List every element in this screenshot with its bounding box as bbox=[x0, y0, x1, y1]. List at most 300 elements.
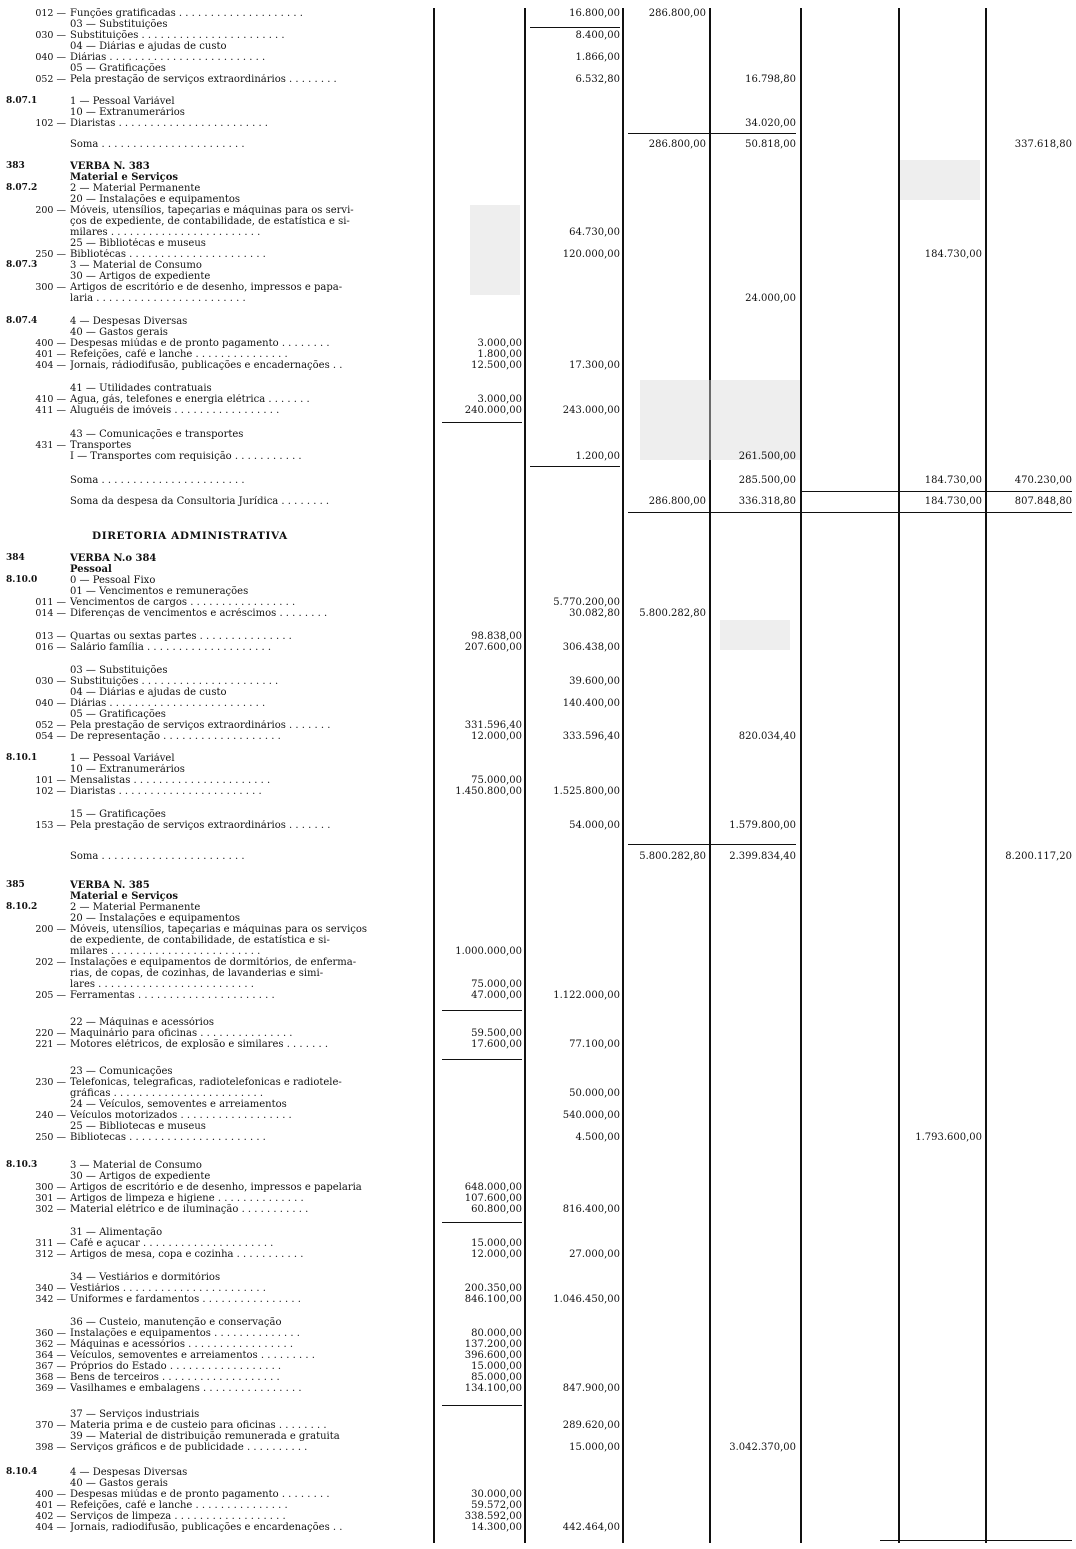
ledger-row bbox=[0, 496, 1076, 507]
item-description: Uniformes e fardamentos . . . . . . . . . . . . . . . . bbox=[70, 1294, 301, 1305]
ledger-row bbox=[0, 96, 1076, 107]
item-description: 05 — Gratificações bbox=[70, 63, 166, 74]
ledger-row bbox=[0, 41, 1076, 52]
amount-col-5: 1.793.600,00 bbox=[915, 1132, 982, 1143]
item-description: Material e Serviços bbox=[70, 172, 179, 183]
verba-reference: 8.10.0 bbox=[6, 575, 38, 585]
verba-reference: 383 bbox=[6, 161, 25, 171]
item-description: 40 — Gastos gerais bbox=[70, 327, 168, 338]
item-code: 014 — bbox=[35, 608, 66, 619]
ledger-row bbox=[0, 139, 1076, 150]
item-description: Artigos de escritório e de desenho, impressos e papa- bbox=[70, 282, 343, 293]
ledger-row bbox=[0, 1467, 1076, 1478]
amount-col-1: 1.000.000,00 bbox=[455, 946, 522, 957]
amount-col-2: 30.082,80 bbox=[569, 608, 620, 619]
ledger-row bbox=[0, 957, 1076, 968]
ledger-row bbox=[0, 608, 1076, 619]
item-description: Pela prestação de serviços extraordinários . . . . . . . bbox=[70, 720, 331, 731]
item-code: 312 — bbox=[35, 1249, 66, 1260]
item-description: laria . . . . . . . . . . . . . . . . . . . . . . . . bbox=[70, 293, 246, 304]
ledger-row bbox=[0, 216, 1076, 227]
item-description: Soma . . . . . . . . . . . . . . . . . . . . . . . bbox=[70, 475, 245, 486]
ledger-row bbox=[0, 1238, 1076, 1249]
item-description: Vasilhames e embalagens . . . . . . . . . . . . . . . . bbox=[70, 1383, 302, 1394]
item-description: Substituições . . . . . . . . . . . . . . . . . . . . . . bbox=[70, 676, 279, 687]
ledger-row bbox=[0, 1227, 1076, 1238]
ledger-row bbox=[0, 194, 1076, 205]
item-code: 011 — bbox=[35, 597, 66, 608]
item-description: 3 — Material de Consumo bbox=[70, 260, 202, 271]
amount-col-2: 442.464,00 bbox=[562, 1522, 620, 1533]
item-description: 10 — Extranumerários bbox=[70, 107, 185, 118]
item-description: Máquinas e acessórios . . . . . . . . . . . . . . . . . bbox=[70, 1339, 294, 1350]
item-description: 20 — Instalações e equipamentos bbox=[70, 913, 241, 924]
ledger-row bbox=[0, 820, 1076, 831]
amount-col-1: 12.000,00 bbox=[471, 731, 522, 742]
item-code: 400 — bbox=[35, 1489, 66, 1500]
subtotal-rule bbox=[628, 512, 1072, 513]
amount-col-1: 137.200,00 bbox=[464, 1339, 522, 1350]
amount-col-4: 1.579.800,00 bbox=[729, 820, 796, 831]
subtotal-rule bbox=[442, 1222, 522, 1223]
amount-col-4: 3.042.370,00 bbox=[729, 1442, 796, 1453]
item-code: 367 — bbox=[35, 1361, 66, 1372]
amount-col-5: 184.730,00 bbox=[924, 475, 982, 486]
item-description: Maquinário para oficinas . . . . . . . . . . . . . . . bbox=[70, 1028, 293, 1039]
amount-col-6: 337.618,80 bbox=[1014, 139, 1072, 150]
amount-col-2: 16.800,00 bbox=[569, 8, 620, 19]
amount-col-4: 261.500,00 bbox=[738, 451, 796, 462]
ledger-row bbox=[0, 720, 1076, 731]
item-description: 25 — Bibliotecas e museus bbox=[70, 1121, 206, 1132]
subtotal-rule bbox=[802, 491, 1072, 492]
ledger-row bbox=[0, 383, 1076, 394]
ledger-row bbox=[0, 1317, 1076, 1328]
amount-col-2: 54.000,00 bbox=[569, 820, 620, 831]
item-code: 205 — bbox=[35, 990, 66, 1001]
amount-col-5: 184.730,00 bbox=[924, 496, 982, 507]
amount-col-1: 240.000,00 bbox=[464, 405, 522, 416]
item-description: 1 — Pessoal Variável bbox=[70, 753, 175, 764]
ledger-row bbox=[0, 575, 1076, 586]
subtotal-rule bbox=[880, 1540, 1072, 1541]
item-code: 250 — bbox=[35, 1132, 66, 1143]
amount-col-1: 331.596,40 bbox=[464, 720, 522, 731]
amount-col-1: 1.450.800,00 bbox=[455, 786, 522, 797]
ledger-row bbox=[0, 205, 1076, 216]
item-description: gráficas . . . . . . . . . . . . . . . . . . . . . . . . bbox=[70, 1088, 264, 1099]
ledger-row bbox=[0, 161, 1076, 172]
item-description: Artigos de escritório e de desenho, impressos e papelaria bbox=[70, 1182, 362, 1193]
item-description: Substituições . . . . . . . . . . . . . . . . . . . . . . . bbox=[70, 30, 285, 41]
item-code: 404 — bbox=[35, 360, 66, 371]
amount-col-2: 50.000,00 bbox=[569, 1088, 620, 1099]
ledger-row bbox=[0, 1409, 1076, 1420]
amount-col-1: 80.000,00 bbox=[471, 1328, 522, 1339]
item-description: 37 — Serviços industriais bbox=[70, 1409, 200, 1420]
item-code: 040 — bbox=[35, 52, 66, 63]
ledger-row bbox=[0, 1110, 1076, 1121]
item-description: Próprios do Estado . . . . . . . . . . . . . . . . . . bbox=[70, 1361, 282, 1372]
item-description: Jornais, radiodifusão, publicações e encardenações . . bbox=[70, 1522, 343, 1533]
item-code: 404 — bbox=[35, 1522, 66, 1533]
item-description: Diaristas . . . . . . . . . . . . . . . . . . . . . . . . bbox=[70, 118, 268, 129]
amount-col-3: 5.800.282,80 bbox=[639, 851, 706, 862]
item-code: 153 — bbox=[35, 820, 66, 831]
item-description: VERBA N. 383 bbox=[70, 161, 150, 172]
item-description: 40 — Gastos gerais bbox=[70, 1478, 168, 1489]
ledger-row bbox=[0, 880, 1076, 891]
verba-reference: 8.10.2 bbox=[6, 902, 38, 912]
item-description: Serviços gráficos e de publicidade . . . . . . . . . . bbox=[70, 1442, 308, 1453]
item-code: 200 — bbox=[35, 205, 66, 216]
ledger-row bbox=[0, 1039, 1076, 1050]
item-description: Vencimentos de cargos . . . . . . . . . . . . . . . . . bbox=[70, 597, 296, 608]
item-description: milares . . . . . . . . . . . . . . . . . . . . . . . . bbox=[70, 946, 261, 957]
ledger-row bbox=[0, 665, 1076, 676]
item-description: Bibliotecas . . . . . . . . . . . . . . . . . . . . . . bbox=[70, 1132, 266, 1143]
item-description: Despesas miúdas e de pronto pagamento . . . . . . . . bbox=[70, 338, 330, 349]
amount-col-4: 285.500,00 bbox=[738, 475, 796, 486]
amount-col-1: 15.000,00 bbox=[471, 1361, 522, 1372]
item-code: 301 — bbox=[35, 1193, 66, 1204]
item-description: Telefonicas, telegraficas, radiotelefonicas e radiotele- bbox=[70, 1077, 342, 1088]
ledger-row bbox=[0, 1028, 1076, 1039]
item-description: Salário família . . . . . . . . . . . . . . . . . . . . bbox=[70, 642, 272, 653]
item-code: 401 — bbox=[35, 1500, 66, 1511]
item-description: Jornais, rádiodifusão, publicações e encadernações . . bbox=[70, 360, 343, 371]
ledger-row bbox=[0, 1383, 1076, 1394]
item-description: Soma . . . . . . . . . . . . . . . . . . . . . . . bbox=[70, 139, 245, 150]
amount-col-3: 286.800,00 bbox=[648, 496, 706, 507]
ledger-row bbox=[0, 227, 1076, 238]
item-code: 300 — bbox=[35, 1182, 66, 1193]
ledger-row bbox=[0, 851, 1076, 862]
amount-col-1: 59.500,00 bbox=[471, 1028, 522, 1039]
amount-col-1: 47.000,00 bbox=[471, 990, 522, 1001]
amount-col-4: 2.399.834,40 bbox=[729, 851, 796, 862]
amount-col-2: 333.596,40 bbox=[562, 731, 620, 742]
verba-reference: 8.07.3 bbox=[6, 260, 38, 270]
item-code: 030 — bbox=[35, 30, 66, 41]
ledger-row bbox=[0, 1500, 1076, 1511]
ledger-row bbox=[0, 902, 1076, 913]
ledger-row bbox=[0, 597, 1076, 608]
ledger-row bbox=[0, 676, 1076, 687]
item-code: 368 — bbox=[35, 1372, 66, 1383]
item-code: 102 — bbox=[35, 118, 66, 129]
item-description: 15 — Gratificações bbox=[70, 809, 166, 820]
amount-col-2: 540.000,00 bbox=[562, 1110, 620, 1121]
ledger-row bbox=[0, 698, 1076, 709]
amount-col-5: 184.730,00 bbox=[924, 249, 982, 260]
item-description: 25 — Bibliotécas e museus bbox=[70, 238, 206, 249]
ledger-row bbox=[0, 764, 1076, 775]
item-description: 43 — Comunicações e transportes bbox=[70, 429, 244, 440]
ledger-row bbox=[0, 19, 1076, 30]
ledger-row bbox=[0, 1350, 1076, 1361]
amount-col-2: 847.900,00 bbox=[562, 1383, 620, 1394]
item-description: 30 — Artigos de expediente bbox=[70, 1171, 211, 1182]
item-description: Veículos motorizados . . . . . . . . . . . . . . . . . . bbox=[70, 1110, 292, 1121]
ledger-row bbox=[0, 990, 1076, 1001]
item-description: 3 — Material de Consumo bbox=[70, 1160, 202, 1171]
ledger-row bbox=[0, 107, 1076, 118]
item-code: 362 — bbox=[35, 1339, 66, 1350]
amount-col-3: 286.800,00 bbox=[648, 139, 706, 150]
amount-col-1: 17.600,00 bbox=[471, 1039, 522, 1050]
item-description: Artigos de mesa, copa e cozinha . . . . . . . . . . . bbox=[70, 1249, 304, 1260]
item-description: 24 — Veículos, semoventes e arreiamentos bbox=[70, 1099, 287, 1110]
item-description: 4 — Despesas Diversas bbox=[70, 316, 188, 327]
amount-col-2: 5.770.200,00 bbox=[553, 597, 620, 608]
item-code: 230 — bbox=[35, 1077, 66, 1088]
item-description: Instalações e equipamentos . . . . . . . . . . . . . . bbox=[70, 1328, 300, 1339]
amount-col-2: 8.400,00 bbox=[575, 30, 620, 41]
item-description: Água, gás, telefones e energia elétrica . . . . . . . bbox=[70, 394, 310, 405]
item-code: 302 — bbox=[35, 1204, 66, 1215]
item-description: 41 — Utilidades contratuais bbox=[70, 383, 212, 394]
item-description: Refeições, café e lanche . . . . . . . . . . . . . . . bbox=[70, 349, 288, 360]
ledger-row bbox=[0, 52, 1076, 63]
item-description: 03 — Substituições bbox=[70, 665, 168, 676]
ledger-row bbox=[0, 1272, 1076, 1283]
item-description: Mensalistas . . . . . . . . . . . . . . . . . . . . . . bbox=[70, 775, 271, 786]
item-description: Pessoal bbox=[70, 564, 112, 575]
item-description: Serviços de limpeza . . . . . . . . . . . . . . . . . . bbox=[70, 1511, 286, 1522]
item-description: Refeições, café e lanche . . . . . . . . . . . . . . . bbox=[70, 1500, 288, 1511]
item-code: 360 — bbox=[35, 1328, 66, 1339]
amount-col-6: 8.200.117,20 bbox=[1005, 851, 1072, 862]
item-code: 342 — bbox=[35, 1294, 66, 1305]
item-description: de expediente, de contabilidade, de estatística e si- bbox=[70, 935, 330, 946]
item-description: 03 — Substituições bbox=[70, 19, 168, 30]
item-code: 013 — bbox=[35, 631, 66, 642]
item-description: 39 — Material de distribuição remunerada e gratuita bbox=[70, 1431, 340, 1442]
item-description: Material e Serviços bbox=[70, 891, 179, 902]
item-code: 202 — bbox=[35, 957, 66, 968]
item-code: 398 — bbox=[35, 1442, 66, 1453]
subtotal-rule bbox=[442, 1405, 522, 1406]
item-description: 30 — Artigos de expediente bbox=[70, 271, 211, 282]
amount-col-2: 4.500,00 bbox=[575, 1132, 620, 1143]
item-description: lares . . . . . . . . . . . . . . . . . . . . . . . . . bbox=[70, 979, 254, 990]
item-code: 370 — bbox=[35, 1420, 66, 1431]
subtotal-rule bbox=[628, 133, 796, 134]
item-description: Quartas ou sextas partes . . . . . . . . . . . . . . . bbox=[70, 631, 292, 642]
item-description: rias, de copas, de cozinhas, de lavanderias e simi- bbox=[70, 968, 324, 979]
ledger-row bbox=[0, 968, 1076, 979]
ledger-row bbox=[0, 946, 1076, 957]
item-code: 400 — bbox=[35, 338, 66, 349]
ledger-row bbox=[0, 394, 1076, 405]
ledger-row bbox=[0, 1171, 1076, 1182]
ledger-row bbox=[0, 1204, 1076, 1215]
item-description: milares . . . . . . . . . . . . . . . . . . . . . . . . bbox=[70, 227, 261, 238]
amount-col-2: 17.300,00 bbox=[569, 360, 620, 371]
item-description: Funções gratificadas . . . . . . . . . . . . . . . . . . . . bbox=[70, 8, 303, 19]
item-code: 052 — bbox=[35, 720, 66, 731]
item-description: De representação . . . . . . . . . . . . . . . . . . . bbox=[70, 731, 281, 742]
amount-col-1: 200.350,00 bbox=[464, 1283, 522, 1294]
amount-col-1: 14.300,00 bbox=[471, 1522, 522, 1533]
ledger-row bbox=[0, 338, 1076, 349]
item-code: 369 — bbox=[35, 1383, 66, 1394]
item-description: Móveis, utensílios, tapeçarias e máquinas para os servi- bbox=[70, 205, 354, 216]
subtotal-rule bbox=[628, 844, 796, 845]
ledger-row bbox=[0, 1361, 1076, 1372]
amount-col-6: 807.848,80 bbox=[1014, 496, 1072, 507]
ledger-row bbox=[0, 1066, 1076, 1077]
item-description: Soma . . . . . . . . . . . . . . . . . . . . . . . bbox=[70, 851, 245, 862]
ledger-row bbox=[0, 731, 1076, 742]
ledger-row bbox=[0, 1339, 1076, 1350]
amount-col-1: 98.838,00 bbox=[471, 631, 522, 642]
item-description: Bens de terceiros . . . . . . . . . . . . . . . . . . . bbox=[70, 1372, 280, 1383]
amount-col-1: 1.800,00 bbox=[477, 349, 522, 360]
item-description: 23 — Comunicações bbox=[70, 1066, 173, 1077]
ledger-row bbox=[0, 1182, 1076, 1193]
verba-reference: 8.10.3 bbox=[6, 1160, 38, 1170]
item-description: Diaristas . . . . . . . . . . . . . . . . . . . . . . . bbox=[70, 786, 262, 797]
ledger-row bbox=[0, 913, 1076, 924]
ledger-row bbox=[0, 451, 1076, 462]
amount-col-1: 3.000,00 bbox=[477, 394, 522, 405]
item-description: VERBA N.o 384 bbox=[70, 553, 157, 564]
item-code: 364 — bbox=[35, 1350, 66, 1361]
ledger-row bbox=[0, 271, 1076, 282]
item-description: VERBA N. 385 bbox=[70, 880, 150, 891]
amount-col-1: 15.000,00 bbox=[471, 1238, 522, 1249]
ledger-row bbox=[0, 1121, 1076, 1132]
amount-col-1: 75.000,00 bbox=[471, 775, 522, 786]
ledger-row bbox=[0, 586, 1076, 597]
ledger-row bbox=[0, 979, 1076, 990]
amount-col-1: 85.000,00 bbox=[471, 1372, 522, 1383]
amount-col-3: 286.800,00 bbox=[648, 8, 706, 19]
ledger-row bbox=[0, 1372, 1076, 1383]
amount-col-1: 3.000,00 bbox=[477, 338, 522, 349]
item-code: 220 — bbox=[35, 1028, 66, 1039]
item-code: 300 — bbox=[35, 282, 66, 293]
ledger-row bbox=[0, 1099, 1076, 1110]
item-description: Soma da despesa da Consultoria Jurídica . . . . . . . . bbox=[70, 496, 330, 507]
item-code: 431 — bbox=[35, 440, 66, 451]
item-code: 411 — bbox=[35, 405, 66, 416]
ledger-row bbox=[0, 809, 1076, 820]
amount-col-4: 336.318,80 bbox=[738, 496, 796, 507]
amount-col-1: 338.592,00 bbox=[464, 1511, 522, 1522]
ledger-row bbox=[0, 1077, 1076, 1088]
item-description: Ferramentas . . . . . . . . . . . . . . . . . . . . . . bbox=[70, 990, 275, 1001]
amount-col-2: 306.438,00 bbox=[562, 642, 620, 653]
ledger-row bbox=[0, 631, 1076, 642]
amount-col-4: 24.000,00 bbox=[745, 293, 796, 304]
ledger-row bbox=[0, 775, 1076, 786]
subtotal-rule bbox=[442, 1059, 522, 1060]
ledger-row bbox=[0, 1442, 1076, 1453]
subtotal-rule bbox=[442, 422, 522, 423]
item-description: I — Transportes com requisição . . . . . . . . . . . bbox=[70, 451, 302, 462]
item-description: Materia prima e de custeio para oficinas . . . . . . . . bbox=[70, 1420, 327, 1431]
item-description: 36 — Custeio, manutenção e conservação bbox=[70, 1317, 282, 1328]
ledger-row bbox=[0, 1294, 1076, 1305]
amount-col-1: 12.500,00 bbox=[471, 360, 522, 371]
ledger-row bbox=[0, 786, 1076, 797]
ledger-row bbox=[0, 709, 1076, 720]
ledger-row bbox=[0, 924, 1076, 935]
item-description: Café e açucar . . . . . . . . . . . . . . . . . . . . . bbox=[70, 1238, 274, 1249]
item-description: 05 — Gratificações bbox=[70, 709, 166, 720]
item-description: 01 — Vencimentos e remunerações bbox=[70, 586, 249, 597]
item-description: Pela prestação de serviços extraordinários . . . . . . . . bbox=[70, 74, 337, 85]
ledger-row bbox=[0, 1328, 1076, 1339]
ledger-row bbox=[0, 74, 1076, 85]
ledger-row bbox=[0, 8, 1076, 19]
item-code: 030 — bbox=[35, 676, 66, 687]
ledger-row bbox=[0, 316, 1076, 327]
verba-reference: 385 bbox=[6, 880, 25, 890]
ledger-row bbox=[0, 687, 1076, 698]
item-description: 2 — Material Permanente bbox=[70, 902, 201, 913]
ledger-row bbox=[0, 1160, 1076, 1171]
amount-col-6: 470.230,00 bbox=[1014, 475, 1072, 486]
subtotal-rule bbox=[442, 1010, 522, 1011]
amount-col-1: 207.600,00 bbox=[464, 642, 522, 653]
amount-col-1: 75.000,00 bbox=[471, 979, 522, 990]
ledger-row bbox=[0, 405, 1076, 416]
ledger-row bbox=[0, 642, 1076, 653]
ledger-row bbox=[0, 327, 1076, 338]
item-description: Material elétrico e de iluminação . . . . . . . . . . . bbox=[70, 1204, 309, 1215]
ledger-row bbox=[0, 1420, 1076, 1431]
ledger-row bbox=[0, 118, 1076, 129]
item-description: 04 — Diárias e ajudas de custo bbox=[70, 41, 227, 52]
amount-col-1: 134.100,00 bbox=[464, 1383, 522, 1394]
ledger-row bbox=[0, 349, 1076, 360]
amount-col-1: 12.000,00 bbox=[471, 1249, 522, 1260]
item-description: 2 — Material Permanente bbox=[70, 183, 201, 194]
verba-reference: 8.10.4 bbox=[6, 1467, 38, 1477]
ledger-row bbox=[0, 564, 1076, 575]
ledger-row bbox=[0, 429, 1076, 440]
item-description: Artigos de limpeza e higiene . . . . . . . . . . . . . . bbox=[70, 1193, 304, 1204]
ledger-row bbox=[0, 935, 1076, 946]
amount-col-2: 39.600,00 bbox=[569, 676, 620, 687]
item-description: ços de expediente, de contabilidade, de estatística e si- bbox=[70, 216, 350, 227]
ledger-row bbox=[0, 1522, 1076, 1533]
ledger-row bbox=[0, 1193, 1076, 1204]
item-description: Aluguéis de imóveis . . . . . . . . . . . . . . . . . bbox=[70, 405, 280, 416]
ledger-row bbox=[0, 753, 1076, 764]
verba-reference: 8.10.1 bbox=[6, 753, 38, 763]
amount-col-2: 1.200,00 bbox=[575, 451, 620, 462]
item-code: 410 — bbox=[35, 394, 66, 405]
item-description: Pela prestação de serviços extraordinários . . . . . . . bbox=[70, 820, 331, 831]
item-description: Veículos, semoventes e arreiamentos . . . . . . . . . bbox=[70, 1350, 315, 1361]
ledger-row bbox=[0, 282, 1076, 293]
item-code: 250 — bbox=[35, 249, 66, 260]
amount-col-2: 1.046.450,00 bbox=[553, 1294, 620, 1305]
item-description: Vestiários . . . . . . . . . . . . . . . . . . . . . . . bbox=[70, 1283, 266, 1294]
item-description: Diárias . . . . . . . . . . . . . . . . . . . . . . . . . bbox=[70, 698, 266, 709]
ledger-row bbox=[0, 249, 1076, 260]
amount-col-2: 243.000,00 bbox=[562, 405, 620, 416]
amount-col-1: 396.600,00 bbox=[464, 1350, 522, 1361]
item-description: 0 — Pessoal Fixo bbox=[70, 575, 156, 586]
ledger-row bbox=[0, 1511, 1076, 1522]
amount-col-2: 120.000,00 bbox=[562, 249, 620, 260]
